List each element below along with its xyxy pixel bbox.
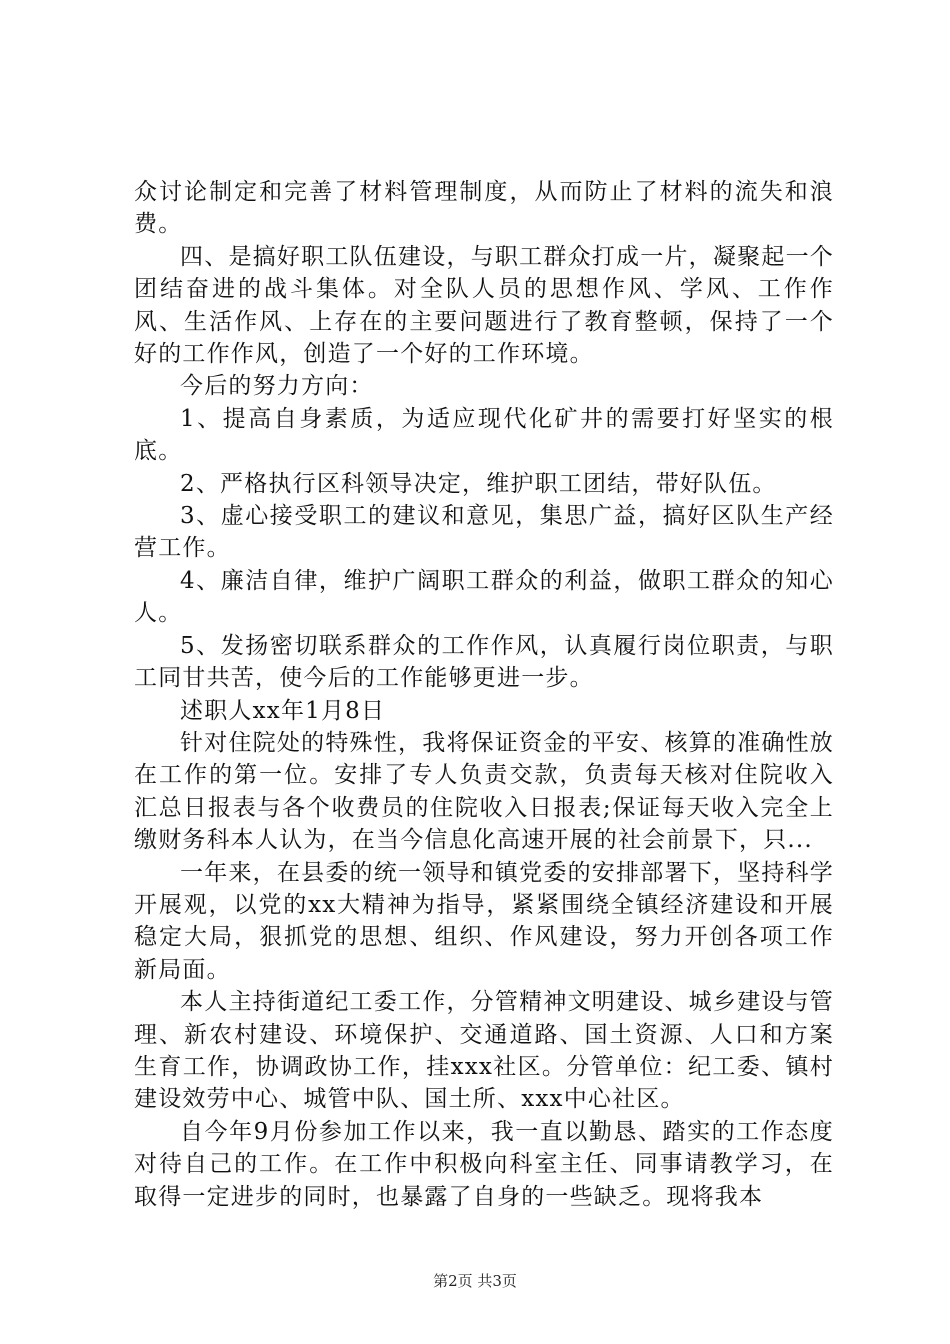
paragraph-2: 四、是搞好职工队伍建设，与职工群众打成一片，凝聚起一个团结奋进的战斗集体。对全队人员的思想作风、学风、工作作风、生活作风、上存在的主要问题进行了教育整顿，保持了一个好的工作作风，创造了一个好的工作环境。: [134, 243, 834, 368]
paragraph-12: 本人主持街道纪工委工作，分管精神文明建设、城乡建设与管理、新农村建设、环境保护、交通道路、国土资源、人口和方案生育工作，协调政协工作，挂xxx社区。分管单位：纪工委、镇村建设效劳中心、城管中队、国土所、xxx中心社区。: [134, 989, 834, 1113]
paragraph-9: 述职人xx年1月8日: [180, 697, 386, 724]
document-body: [134, 176, 834, 1213]
paragraph-10: 针对住院处的特殊性，我将保证资金的平安、核算的准确性放在工作的第一位。安排了专人负责交款，负责每天核对住院收入汇总日报表与各个收费员的住院收入日报表;保证每天收入完全上缴财务科本人认为，在当今信息化高速开展的社会前景下，只...: [134, 729, 834, 854]
page-number-label: 第2页 共3页: [433, 1272, 517, 1290]
paragraph-3: 今后的努力方向：: [180, 373, 374, 400]
paragraph-7: 4、廉洁自律，维护广阔职工群众的利益，做职工群众的知心人。: [134, 567, 834, 627]
paragraph-13: 自今年9月份参加工作以来，我一直以勤恳、踏实的工作态度对待自己的工作。在工作中积极向科室主任、同事请教学习，在取得一定进步的同时，也暴露了自身的一些缺乏。现将我本: [134, 1118, 834, 1210]
paragraph-1: 众讨论制定和完善了材料管理制度，从而防止了材料的流失和浪费。: [134, 179, 834, 238]
paragraph-5: 2、严格执行区科领导决定，维护职工团结，带好队伍。: [180, 470, 777, 497]
paragraph-6: 3、虚心接受职工的建议和意见，集思广益，搞好区队生产经营工作。: [134, 503, 834, 562]
paragraph-4: 1、提高自身素质，为适应现代化矿井的需要打好坚实的根底。: [134, 405, 834, 465]
page-footer: [0, 1271, 950, 1291]
paragraph-11: 一年来，在县委的统一领导和镇党委的安排部署下，坚持科学开展观，以党的xx大精神为指导，紧紧围绕全镇经济建设和开展稳定大局，狠抓党的思想、组织、作风建设，努力开创各项工作新局面。: [134, 859, 834, 983]
paragraph-8: 5、发扬密切联系群众的工作作风，认真履行岗位职责，与职工同甘共苦，使今后的工作能够更进一步。: [134, 632, 834, 692]
